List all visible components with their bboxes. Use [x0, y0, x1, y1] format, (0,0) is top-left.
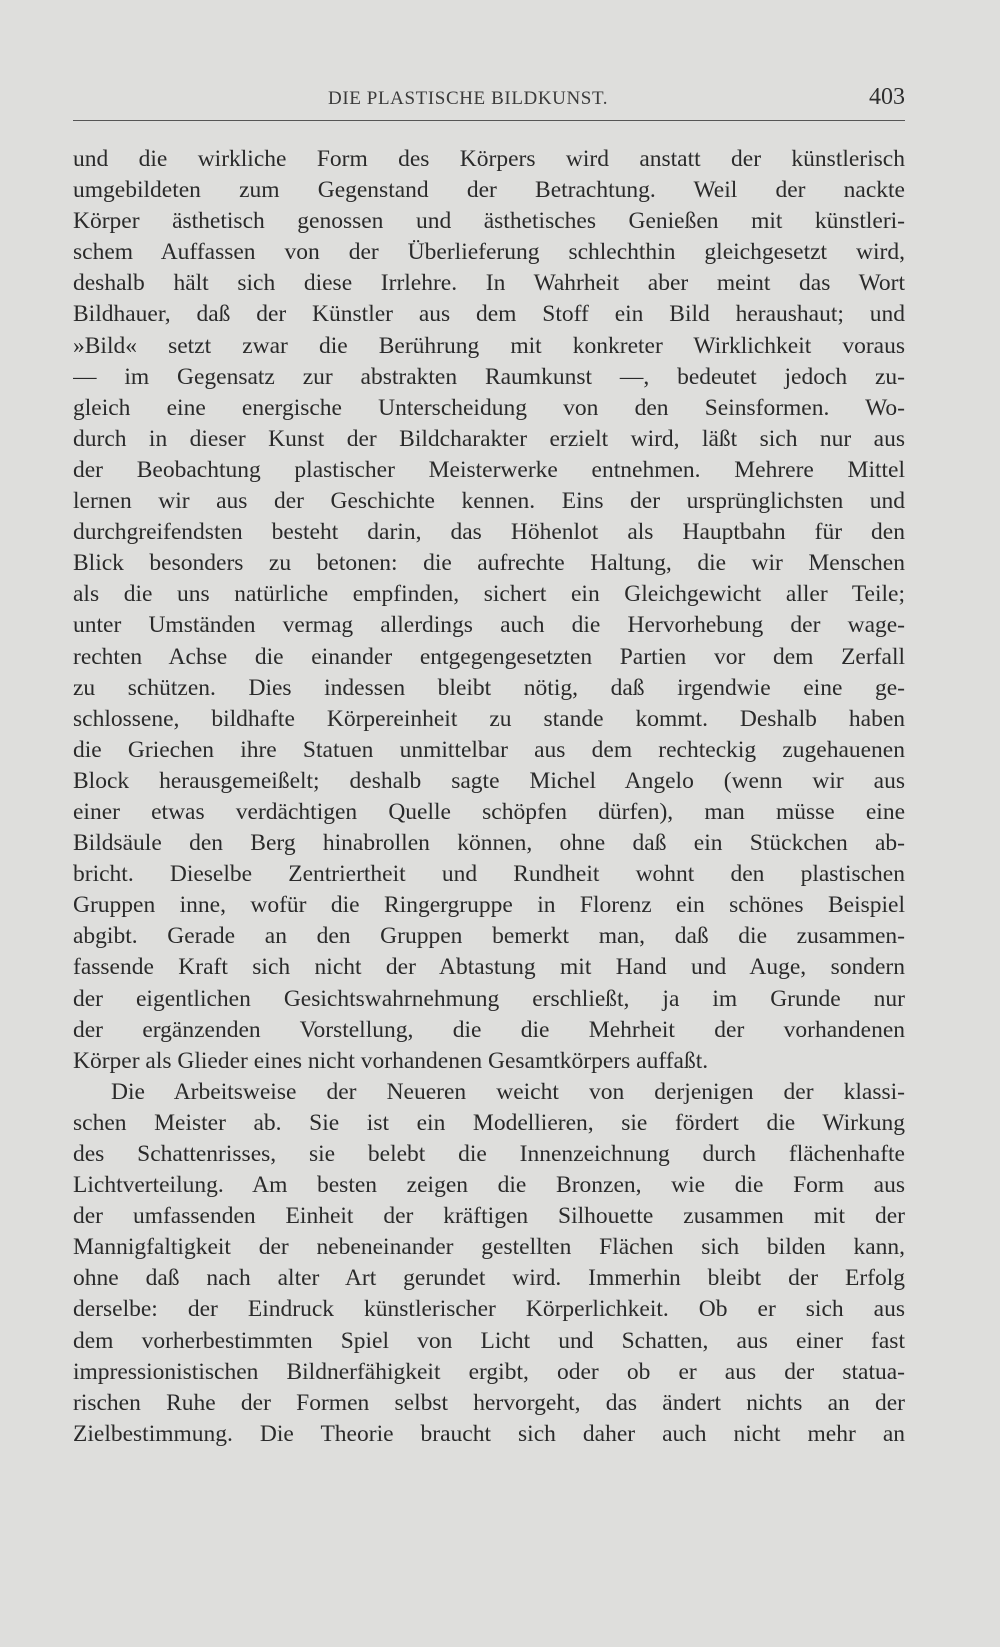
text-line: des Schattenrisses, sie belebt die Innenzeichnung durch flächenhafte	[73, 1141, 905, 1167]
text-line: — im Gegensatz zur abstrakten Raumkunst —, bedeutet jedoch zu-	[73, 363, 905, 390]
text-line: schem Auffassen von der Überlieferung schlechthin gleichgesetzt wird,	[73, 239, 905, 266]
text-line: zu schützen. Dies indessen bleibt nötig, daß irgendwie eine ge-	[73, 674, 905, 701]
text-line: Zielbestimmung. Die Theorie braucht sich daher auch nicht mehr an	[73, 1420, 905, 1447]
text-line: Körper ästhetisch genossen und ästhetisches Genießen mit künstleri-	[73, 208, 905, 235]
text-line: der ergänzenden Vorstellung, die die Mehrheit der vorhandenen	[73, 1016, 905, 1043]
text-line: schen Meister ab. Sie ist ein Modellieren, sie fördert die Wirkung	[73, 1109, 905, 1136]
text-line: Bildsäule den Berg hinabrollen können, ohne daß ein Stückchen ab-	[73, 830, 905, 857]
text-line: derselbe: der Eindruck künstlerischer Körperlichkeit. Ob er sich aus	[73, 1296, 905, 1323]
text-line: ohne daß nach alter Art gerundet wird. Immerhin bleibt der Erfolg	[73, 1265, 905, 1292]
text-line: der eigentlichen Gesichtswahrnehmung erschließt, ja im Grunde nur	[73, 985, 905, 1012]
text-line: dem vorherbestimmten Spiel von Licht und Schatten, aus einer fast	[73, 1327, 905, 1354]
text-line: rischen Ruhe der Formen selbst hervorgeht, das ändert nichts an der	[73, 1389, 905, 1416]
text-line: Die Arbeitsweise der Neueren weicht von derjenigen der klassi-	[111, 1078, 905, 1105]
text-line: als die uns natürliche empfinden, sichert ein Gleichgewicht aller Teile;	[73, 581, 905, 608]
text-line: die Griechen ihre Statuen unmittelbar aus dem rechteckig zugehauenen	[73, 736, 905, 763]
text-line: Gruppen inne, wofür die Ringergruppe in Florenz ein schönes Beispiel	[73, 892, 905, 919]
text-line: rechten Achse die einander entgegengesetzten Partien vor dem Zerfall	[73, 643, 905, 670]
running-head	[73, 84, 905, 120]
text-line: gleich eine energische Unterscheidung von den Seinsformen. Wo-	[73, 394, 905, 421]
text-line: unter Umständen vermag allerdings auch die Hervorhebung der wage-	[73, 612, 905, 639]
text-line: »Bild« setzt zwar die Berührung mit konkreter Wirklichkeit voraus	[73, 332, 905, 359]
header-rule	[73, 120, 905, 121]
text-line: Lichtverteilung. Am besten zeigen die Bronzen, wie die Form aus	[73, 1172, 905, 1199]
text-line: der Beobachtung plastischer Meisterwerke entnehmen. Mehrere Mittel	[73, 456, 905, 483]
text-line: der umfassenden Einheit der kräftigen Silhouette zusammen mit der	[73, 1203, 905, 1230]
text-line: Körper als Glieder eines nicht vorhandenen Gesamtkörpers auffaßt.	[73, 1047, 709, 1074]
text-line: Mannigfaltigkeit der nebeneinander gestellten Flächen sich bilden kann,	[73, 1234, 905, 1261]
text-line: Block herausgemeißelt; deshalb sagte Michel Angelo (wenn wir aus	[73, 767, 905, 794]
body-text	[73, 144, 905, 1450]
text-line: und die wirkliche Form des Körpers wird anstatt der künstlerisch	[73, 146, 905, 172]
text-line: Bildhauer, daß der Künstler aus dem Stoff ein Bild heraushaut; und	[73, 301, 905, 328]
text-line: durch in dieser Kunst der Bildcharakter erzielt wird, läßt sich nur aus	[73, 425, 905, 452]
page-number: 403	[869, 84, 905, 110]
text-line: fassende Kraft sich nicht der Abtastung mit Hand und Auge, sondern	[73, 954, 905, 981]
text-line: einer etwas verdächtigen Quelle schöpfen dürfen), man müsse eine	[73, 798, 905, 825]
text-line: bricht. Dieselbe Zentriertheit und Rundheit wohnt den plastischen	[73, 861, 905, 888]
text-line: Blick besonders zu betonen: die aufrechte Haltung, die wir Menschen	[73, 550, 905, 577]
text-line: umgebildeten zum Gegenstand der Betrachtung. Weil der nackte	[73, 177, 905, 204]
running-title: DIE PLASTISCHE BILDKUNST.	[328, 88, 609, 109]
text-line: lernen wir aus der Geschichte kennen. Eins der ursprünglichsten und	[73, 488, 905, 515]
text-line: abgibt. Gerade an den Gruppen bemerkt man, daß die zusammen-	[73, 923, 905, 950]
text-line: deshalb hält sich diese Irrlehre. In Wahrheit aber meint das Wort	[73, 270, 905, 297]
text-line: durchgreifendsten besteht darin, das Höhenlot als Hauptbahn für den	[73, 519, 905, 546]
text-line: schlossene, bildhafte Körpereinheit zu stande kommt. Deshalb haben	[73, 705, 905, 732]
text-line: impressionistischen Bildnerfähigkeit ergibt, oder ob er aus der statua-	[73, 1358, 905, 1385]
